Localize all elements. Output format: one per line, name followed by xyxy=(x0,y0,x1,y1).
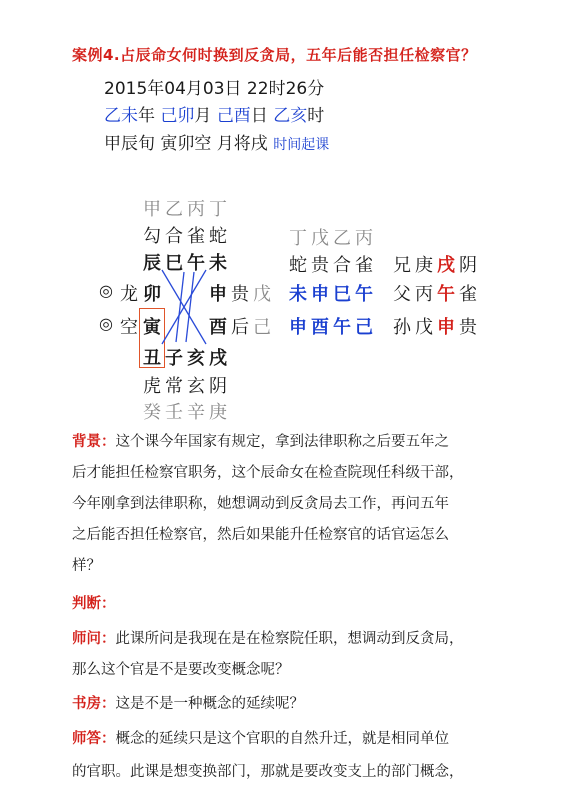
plate-bottom-god: 虎 xyxy=(143,376,161,397)
transmission-stem: 庚 xyxy=(415,255,433,276)
background-label: 背景： xyxy=(72,434,116,450)
plate-top-god: 勾 xyxy=(143,226,161,247)
transmission-stem: 丙 xyxy=(415,284,433,305)
plate-top-branch: 午 xyxy=(187,253,205,274)
lesson-stem: 丁 xyxy=(289,228,307,249)
plate-left-god: 空 xyxy=(120,317,138,338)
background-line: 后才能担任检察官职务，这个辰命女在检查院现任科级干部， xyxy=(72,465,464,481)
dialogue-line: 的官职。此课是想变换部门，那就是要改变支上的部门概念， xyxy=(72,764,464,780)
plate-bottom-god: 玄 xyxy=(187,376,205,397)
plate-right-god: 后 xyxy=(231,317,249,338)
plate-left-god: 龙 xyxy=(120,284,138,305)
background-line: 今年刚拿到法律职称，她想调动到反贪局去工作，再问五年 xyxy=(72,496,449,512)
background-line: 这个课今年国家有规定，拿到法律职称之后要五年之 xyxy=(115,434,449,450)
year-suffix: 年 xyxy=(138,106,155,126)
plate-top-stem: 乙 xyxy=(165,199,183,220)
transmission-kin: 孙 xyxy=(393,317,411,338)
lesson-stem: 戊 xyxy=(311,228,329,249)
lesson-branch: 酉 xyxy=(311,317,329,338)
plate-right-stem: 戊 xyxy=(253,284,271,305)
plate-bottom-branch: 亥 xyxy=(187,348,205,369)
dialogue-label: 书房： xyxy=(72,696,116,712)
transmission-god: 雀 xyxy=(459,284,477,305)
year-pillar: 乙未 xyxy=(104,106,138,126)
plate-top-stem: 甲 xyxy=(143,199,161,220)
plate-bottom-branch: 丑 xyxy=(143,348,161,369)
plate-bottom-stem: 辛 xyxy=(187,402,205,423)
lesson-branch: 申 xyxy=(311,284,329,305)
plate-right-branch: 酉 xyxy=(209,317,227,338)
lesson-god: 蛇 xyxy=(289,255,307,276)
plate-bottom-branch: 戌 xyxy=(209,348,227,369)
plate-left-branch: 寅 xyxy=(143,317,161,338)
transmission-god: 阴 xyxy=(459,255,477,276)
circle-mark: ◎ xyxy=(99,314,113,333)
dialogue-line: 这是不是一种概念的延续呢？ xyxy=(115,696,304,712)
lesson-branch: 巳 xyxy=(333,284,351,305)
transmission-kin: 兄 xyxy=(393,255,411,276)
transmission-branch: 戌 xyxy=(437,255,455,276)
dialogue-line: 那么这个官是不是要改变概念呢？ xyxy=(72,662,290,678)
plate-bottom-god: 常 xyxy=(165,376,183,397)
background-line: 样？ xyxy=(72,558,101,574)
dialogue-label: 师问： xyxy=(72,631,116,647)
lesson-branch: 己 xyxy=(355,317,373,338)
judgement-label: 判断： xyxy=(72,596,116,612)
plate-top-god: 合 xyxy=(165,226,183,247)
plate-bottom-branch: 子 xyxy=(165,348,183,369)
plate-bottom-stem: 庚 xyxy=(209,402,227,423)
case-title: 案例4.占辰命女何时换到反贪局，五年后能否担任检察官？ xyxy=(72,46,477,64)
plate-top-branch: 辰 xyxy=(143,253,161,274)
transmission-branch: 午 xyxy=(437,284,455,305)
info-main: 甲辰旬 寅卯空 月将戌 xyxy=(104,134,268,154)
lesson-stem: 乙 xyxy=(333,228,351,249)
info-note: 时间起课 xyxy=(273,137,330,153)
datetime: 2015年04月03日 22时26分 xyxy=(104,79,325,99)
transmission-god: 贵 xyxy=(459,317,477,338)
plate-left-branch: 卯 xyxy=(143,284,161,305)
dialogue-line: 概念的延续只是这个官职的自然升迁，就是相同单位 xyxy=(115,731,449,747)
plate-right-stem: 己 xyxy=(253,317,271,338)
lesson-stem: 丙 xyxy=(355,228,373,249)
circle-mark: ◎ xyxy=(99,281,113,300)
plate-right-god: 贵 xyxy=(231,284,249,305)
transmission-branch: 申 xyxy=(437,317,455,338)
plate-top-stem: 丙 xyxy=(187,199,205,220)
lesson-branch: 午 xyxy=(355,284,373,305)
dialogue-line: 此课所问是我现在是在检察院任职，想调动到反贪局， xyxy=(115,631,464,647)
lesson-branch: 午 xyxy=(333,317,351,338)
plate-bottom-stem: 癸 xyxy=(143,402,161,423)
plate-top-branch: 巳 xyxy=(165,253,183,274)
month-pillar: 己卯 xyxy=(160,106,195,126)
plate-top-god: 雀 xyxy=(187,226,205,247)
day-suffix: 日 xyxy=(250,106,268,126)
hour-pillar: 乙亥 xyxy=(273,106,308,126)
month-suffix: 月 xyxy=(194,106,212,126)
transmission-stem: 戊 xyxy=(415,317,433,338)
dialogue-label: 师答： xyxy=(72,731,116,747)
plate-top-branch: 未 xyxy=(209,253,227,274)
lesson-branch: 申 xyxy=(289,317,307,338)
plate-bottom-god: 阴 xyxy=(209,376,227,397)
plate-top-stem: 丁 xyxy=(209,199,227,220)
lesson-god: 合 xyxy=(333,255,351,276)
transmission-kin: 父 xyxy=(393,284,411,305)
lesson-god: 贵 xyxy=(311,255,329,276)
plate-bottom-stem: 壬 xyxy=(165,402,183,423)
lesson-branch: 未 xyxy=(289,284,307,305)
hour-suffix: 时 xyxy=(307,106,325,126)
background-line: 之后能否担任检察官，然后如果能升任检察官的话官运怎么 xyxy=(72,527,449,543)
plate-top-god: 蛇 xyxy=(209,226,227,247)
lesson-god: 雀 xyxy=(355,255,373,276)
plate-right-branch: 申 xyxy=(209,284,227,305)
day-pillar: 己酉 xyxy=(216,106,251,126)
